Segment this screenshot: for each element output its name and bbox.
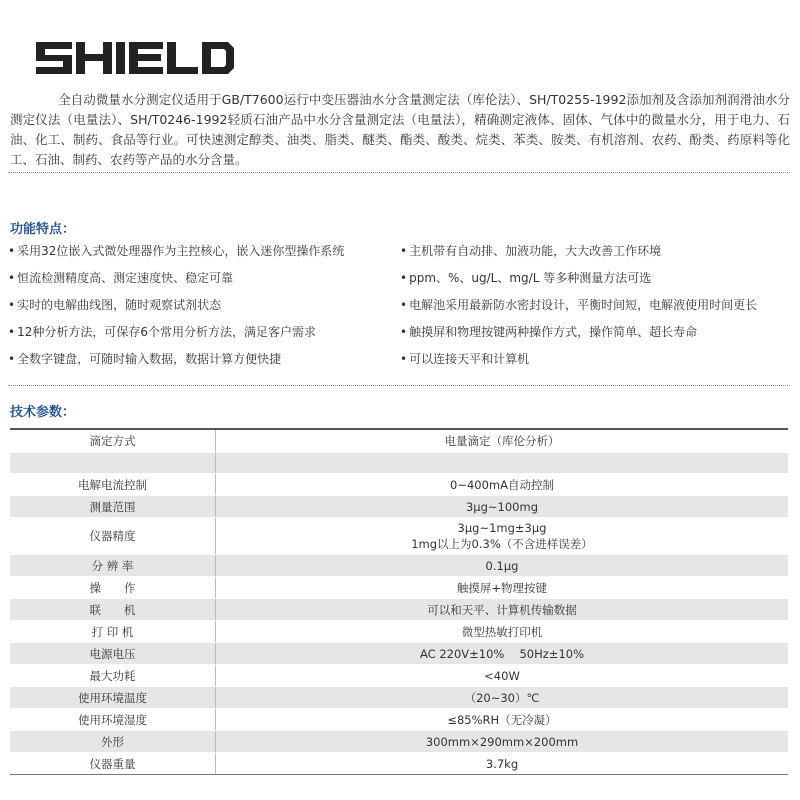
spec-value: （20~30）℃: [216, 687, 789, 709]
spec-value-line: 1mg以上为0.3%（不含进样误差）: [411, 537, 593, 551]
table-row: [10, 709, 788, 731]
divider: [8, 172, 790, 173]
table-row: [10, 496, 788, 518]
table-header-row: [10, 429, 788, 453]
table-row: [10, 731, 788, 753]
spec-value: [216, 453, 789, 474]
table-row: [10, 599, 788, 621]
feature-row: [8, 265, 798, 292]
features-title: 功能特点：: [10, 222, 76, 237]
feature-item: [8, 350, 281, 367]
bullet-icon: •: [400, 244, 408, 258]
bullet-icon: •: [400, 298, 408, 312]
specs-table: [10, 428, 788, 775]
bullet-icon: •: [400, 352, 408, 366]
specs-title: 技术参数：: [10, 405, 76, 420]
spec-key: 测量范围: [10, 496, 216, 518]
intro-paragraph: [10, 90, 790, 170]
spec-value: ≤85%RH（无冷凝）: [216, 709, 789, 731]
feature-row: [8, 292, 798, 319]
bullet-icon: •: [8, 352, 16, 366]
spec-key: 打 印 机: [10, 621, 216, 643]
table-row: [10, 453, 788, 474]
feature-item: [8, 296, 221, 313]
feature-row: [8, 319, 798, 346]
feature-text: 可以连接天平和计算机: [409, 352, 530, 366]
table-row: [10, 643, 788, 665]
divider: [8, 385, 790, 386]
spec-value: 电量滴定（库伦分析）: [216, 429, 789, 453]
features-list: [8, 238, 798, 373]
spec-value: 微型热敏打印机: [216, 621, 789, 643]
bullet-icon: •: [400, 325, 408, 339]
feature-text: 12种分析方法，可保存6个常用分析方法，满足客户需求: [17, 325, 316, 339]
spec-value: 触摸屏+物理按键: [216, 577, 789, 599]
feature-text: 全数字键盘，可随时输入数据，数据计算方便快捷: [17, 352, 282, 366]
spec-key: 分 辨 率: [10, 555, 216, 577]
feature-row: [8, 346, 798, 373]
spec-key: 外形: [10, 731, 216, 753]
spec-value: 0.1μg: [216, 555, 789, 577]
spec-key: 最大功耗: [10, 665, 216, 687]
spec-value: <40W: [216, 665, 789, 687]
bullet-icon: •: [400, 271, 408, 285]
spec-key: 操 作: [10, 577, 216, 599]
spec-value: [216, 518, 789, 555]
spec-value: AC 220V±10% 50Hz±10%: [216, 643, 789, 665]
intro-text: 全自动微量水分测定仪适用于GB/T7600运行中变压器油水分含量测定法（库伦法）、SH/T0255-1992添加剂及含添加剂润滑油水分测定仪法（电量法）、SH/T0246-1992轻质石油产品中水分含量测定法（电量法），精确测定液体、固体、气体中的微量水分，用于电力、石油、化工、制药、食品等行业。可快速测定醇类、油类、脂类、醚类、酯类、酸类、烷类、苯类、胺类、有机溶剂、农药、酚类、药原料等化工、石油、制药、农药等产品的水分含量。: [10, 92, 790, 167]
feature-text: 主机带有自动排、加液功能，大大改善工作环境: [409, 244, 662, 258]
feature-item: [400, 242, 661, 259]
feature-item: [400, 296, 757, 313]
table-row: [10, 577, 788, 599]
feature-text: 实时的电解曲线图，随时观察试剂状态: [17, 298, 222, 312]
spec-key: 联 机: [10, 599, 216, 621]
feature-text: 触摸屏和物理按键两种操作方式，操作简单、超长寿命: [409, 325, 698, 339]
spec-key: [10, 453, 216, 474]
spec-value: 3μg~100mg: [216, 496, 789, 518]
shield-logo: [36, 38, 236, 78]
spec-value: 3.7kg: [216, 753, 789, 775]
table-row: [10, 753, 788, 775]
spec-value: 300mm×290mm×200mm: [216, 731, 789, 753]
spec-key: 使用环境湿度: [10, 709, 216, 731]
feature-item: [8, 242, 344, 259]
feature-text: 电解池采用最新防水密封设计，平衡时间短，电解液使用时间更长: [409, 298, 758, 312]
bullet-icon: •: [8, 244, 16, 258]
feature-item: [400, 323, 697, 340]
feature-text: 采用32位嵌入式微处理器作为主控核心，嵌入迷你型操作系统: [17, 244, 345, 258]
spec-key: 使用环境温度: [10, 687, 216, 709]
table-row: [10, 474, 788, 496]
feature-text: ppm、%、ug/L、mg/L 等多种测量方法可选: [409, 271, 652, 285]
feature-item: [400, 269, 651, 286]
shield-logo-graphic: [36, 38, 236, 78]
feature-text: 恒流检测精度高、测定速度快、稳定可靠: [17, 271, 234, 285]
spec-value: 0~400mA自动控制: [216, 474, 789, 496]
spec-value-line: 3μg~1mg±3μg: [457, 521, 547, 535]
spec-key: 滴定方式: [10, 429, 216, 453]
bullet-icon: •: [8, 325, 16, 339]
spec-key: 电解电流控制: [10, 474, 216, 496]
table-row: [10, 518, 788, 555]
feature-item: [400, 350, 529, 367]
bullet-icon: •: [8, 271, 16, 285]
table-row: [10, 555, 788, 577]
feature-row: [8, 238, 798, 265]
spec-value: 可以和天平、计算机传输数据: [216, 599, 789, 621]
spec-key: 仪器重量: [10, 753, 216, 775]
feature-item: [8, 269, 233, 286]
table-row: [10, 665, 788, 687]
table-row: [10, 687, 788, 709]
table-row: [10, 621, 788, 643]
feature-item: [8, 323, 316, 340]
bullet-icon: •: [8, 298, 16, 312]
spec-key: 仪器精度: [10, 518, 216, 555]
spec-key: 电源电压: [10, 643, 216, 665]
